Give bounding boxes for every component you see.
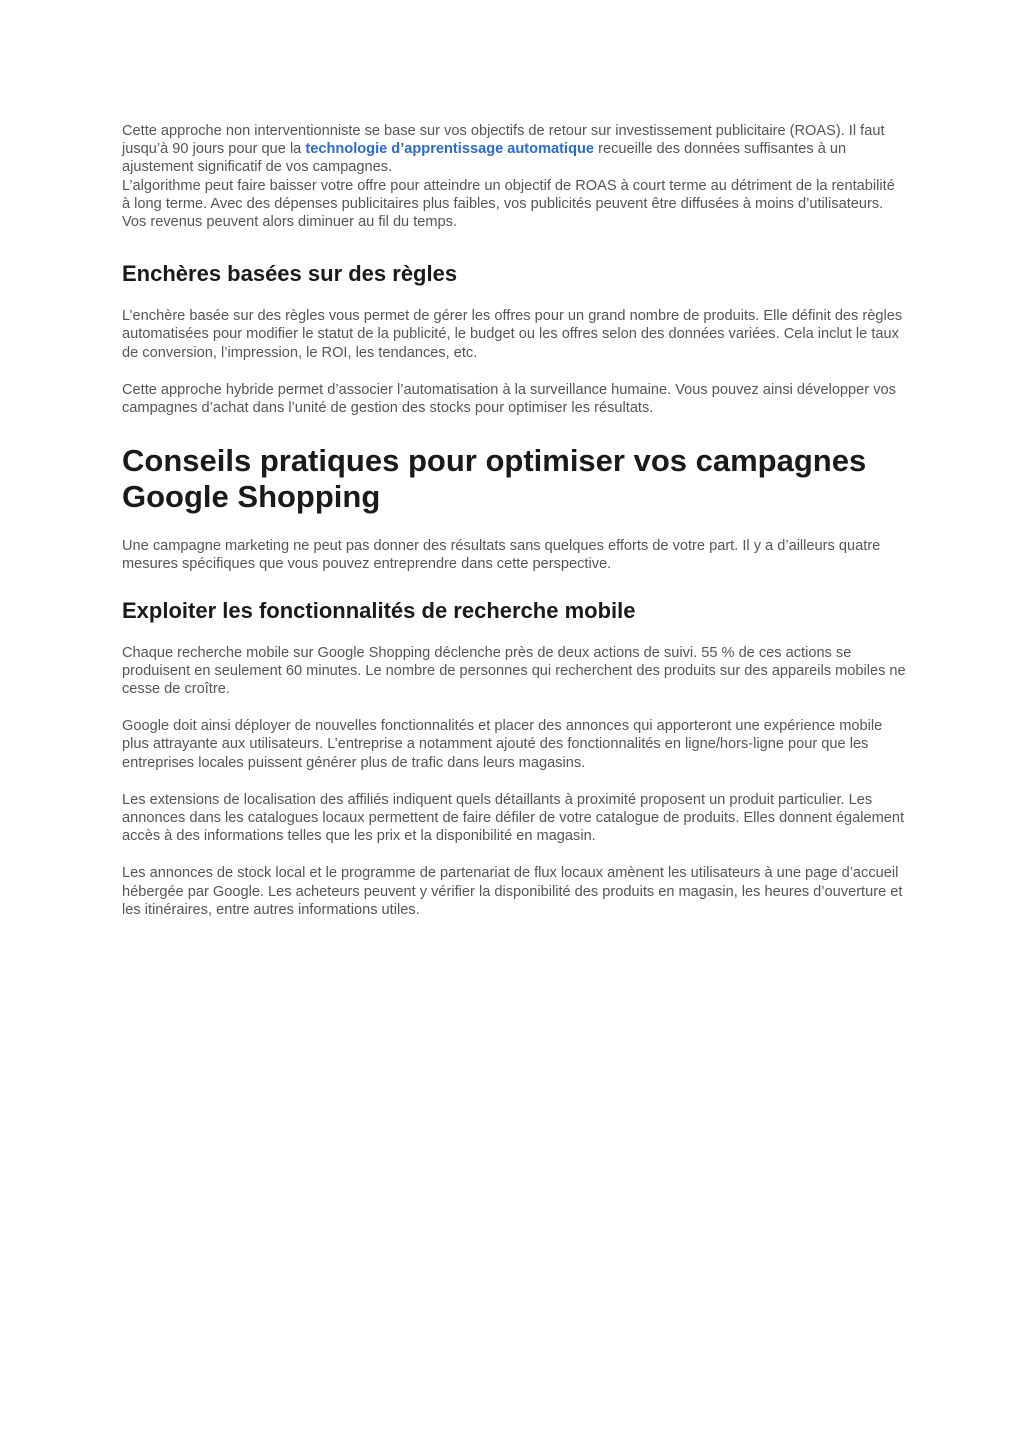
rules-paragraph-1: L’enchère basée sur des règles vous permet de gérer les offres pour un grand nombre de produits. Elle définit des règles automatisées pour modifier le statut de la publicité, le budget ou les offres selon des données variées. Cela inclut le taux de conversion, l’impression, le ROI, les tendances, etc.: [122, 308, 903, 361]
intro-paragraph-1: [122, 122, 906, 177]
mobile-paragraph-4: Les annonces de stock local et le programme de partenariat de flux locaux amènent les utilisateurs à une page d’accueil hébergée par Google. Les acheteurs peuvent y vérifier la disponibilité des produits en magasin, les heures d’ouverture et les itinéraires, entre autres informations utiles.: [122, 865, 903, 918]
heading-practical-tips: Conseils pratiques pour optimiser vos campagnes Google Shopping: [122, 443, 867, 515]
heading-mobile-search: Exploiter les fonctionnalités de recherche mobile: [122, 597, 636, 623]
mobile-paragraph-2: Google doit ainsi déployer de nouvelles fonctionnalités et placer des annonces qui apporteront une expérience mobile plus attrayante aux utilisateurs. L’entreprise a notamment ajouté des fonctionnalités en ligne/hors-ligne pour que les entreprises locales puissent générer plus de trafic dans leurs magasins.: [122, 718, 883, 771]
rules-paragraph-2: Cette approche hybride permet d’associer l’automatisation à la surveillance humaine. Vous pouvez ainsi développer vos campagnes d’achat dans l’unité de gestion des stocks pour optimiser les résultats.: [122, 381, 896, 417]
tips-paragraph-1: Une campagne marketing ne peut pas donner des résultats sans quelques efforts de votre part. Il y a d’ailleurs quatre mesures spécifiques que vous pouvez entreprendre dans cette perspective.: [122, 538, 881, 573]
heading-rule-based-bidding: Enchères basées sur des règles: [122, 261, 458, 287]
machine-learning-link[interactable]: technologie d’apprentissage automatique: [305, 141, 595, 158]
mobile-paragraph-3: Les extensions de localisation des affiliés indiquent quels détaillants à proximité proposent un produit particulier. Les annonces dans les catalogues locaux permettent de faire défiler de votre catalogue de produits. Elles donnent également accès à des informations telles que les prix et la disponibilité en magasin.: [122, 791, 905, 845]
intro-text-before-link: Cette approche non interventionniste se base sur vos objectifs de retour sur investissement publicitaire (ROAS). Il faut jusqu’à 90 jours pour que la: [122, 123, 885, 158]
intro-text-after-link: recueille des données suffisantes à un ajustement significatif de vos campagnes.: [122, 141, 847, 176]
intro-paragraph-2: L’algorithme peut faire baisser votre offre pour atteindre un objectif de ROAS à court terme au détriment de la rentabilité à long terme. Avec des dépenses publicitaires plus faibles, vos publicités peuvent être diffusées à moins d’utilisateurs. Vos revenus peuvent alors diminuer au fil du temps.: [122, 177, 895, 231]
mobile-paragraph-1: Chaque recherche mobile sur Google Shopping déclenche près de deux actions de suivi. 55 % de ces actions se produisent en seulement 60 minutes. Le nombre de personnes qui recherchent des produits sur des appareils mobiles ne cesse de croître.: [122, 644, 906, 698]
document-page: [122, 122, 906, 919]
